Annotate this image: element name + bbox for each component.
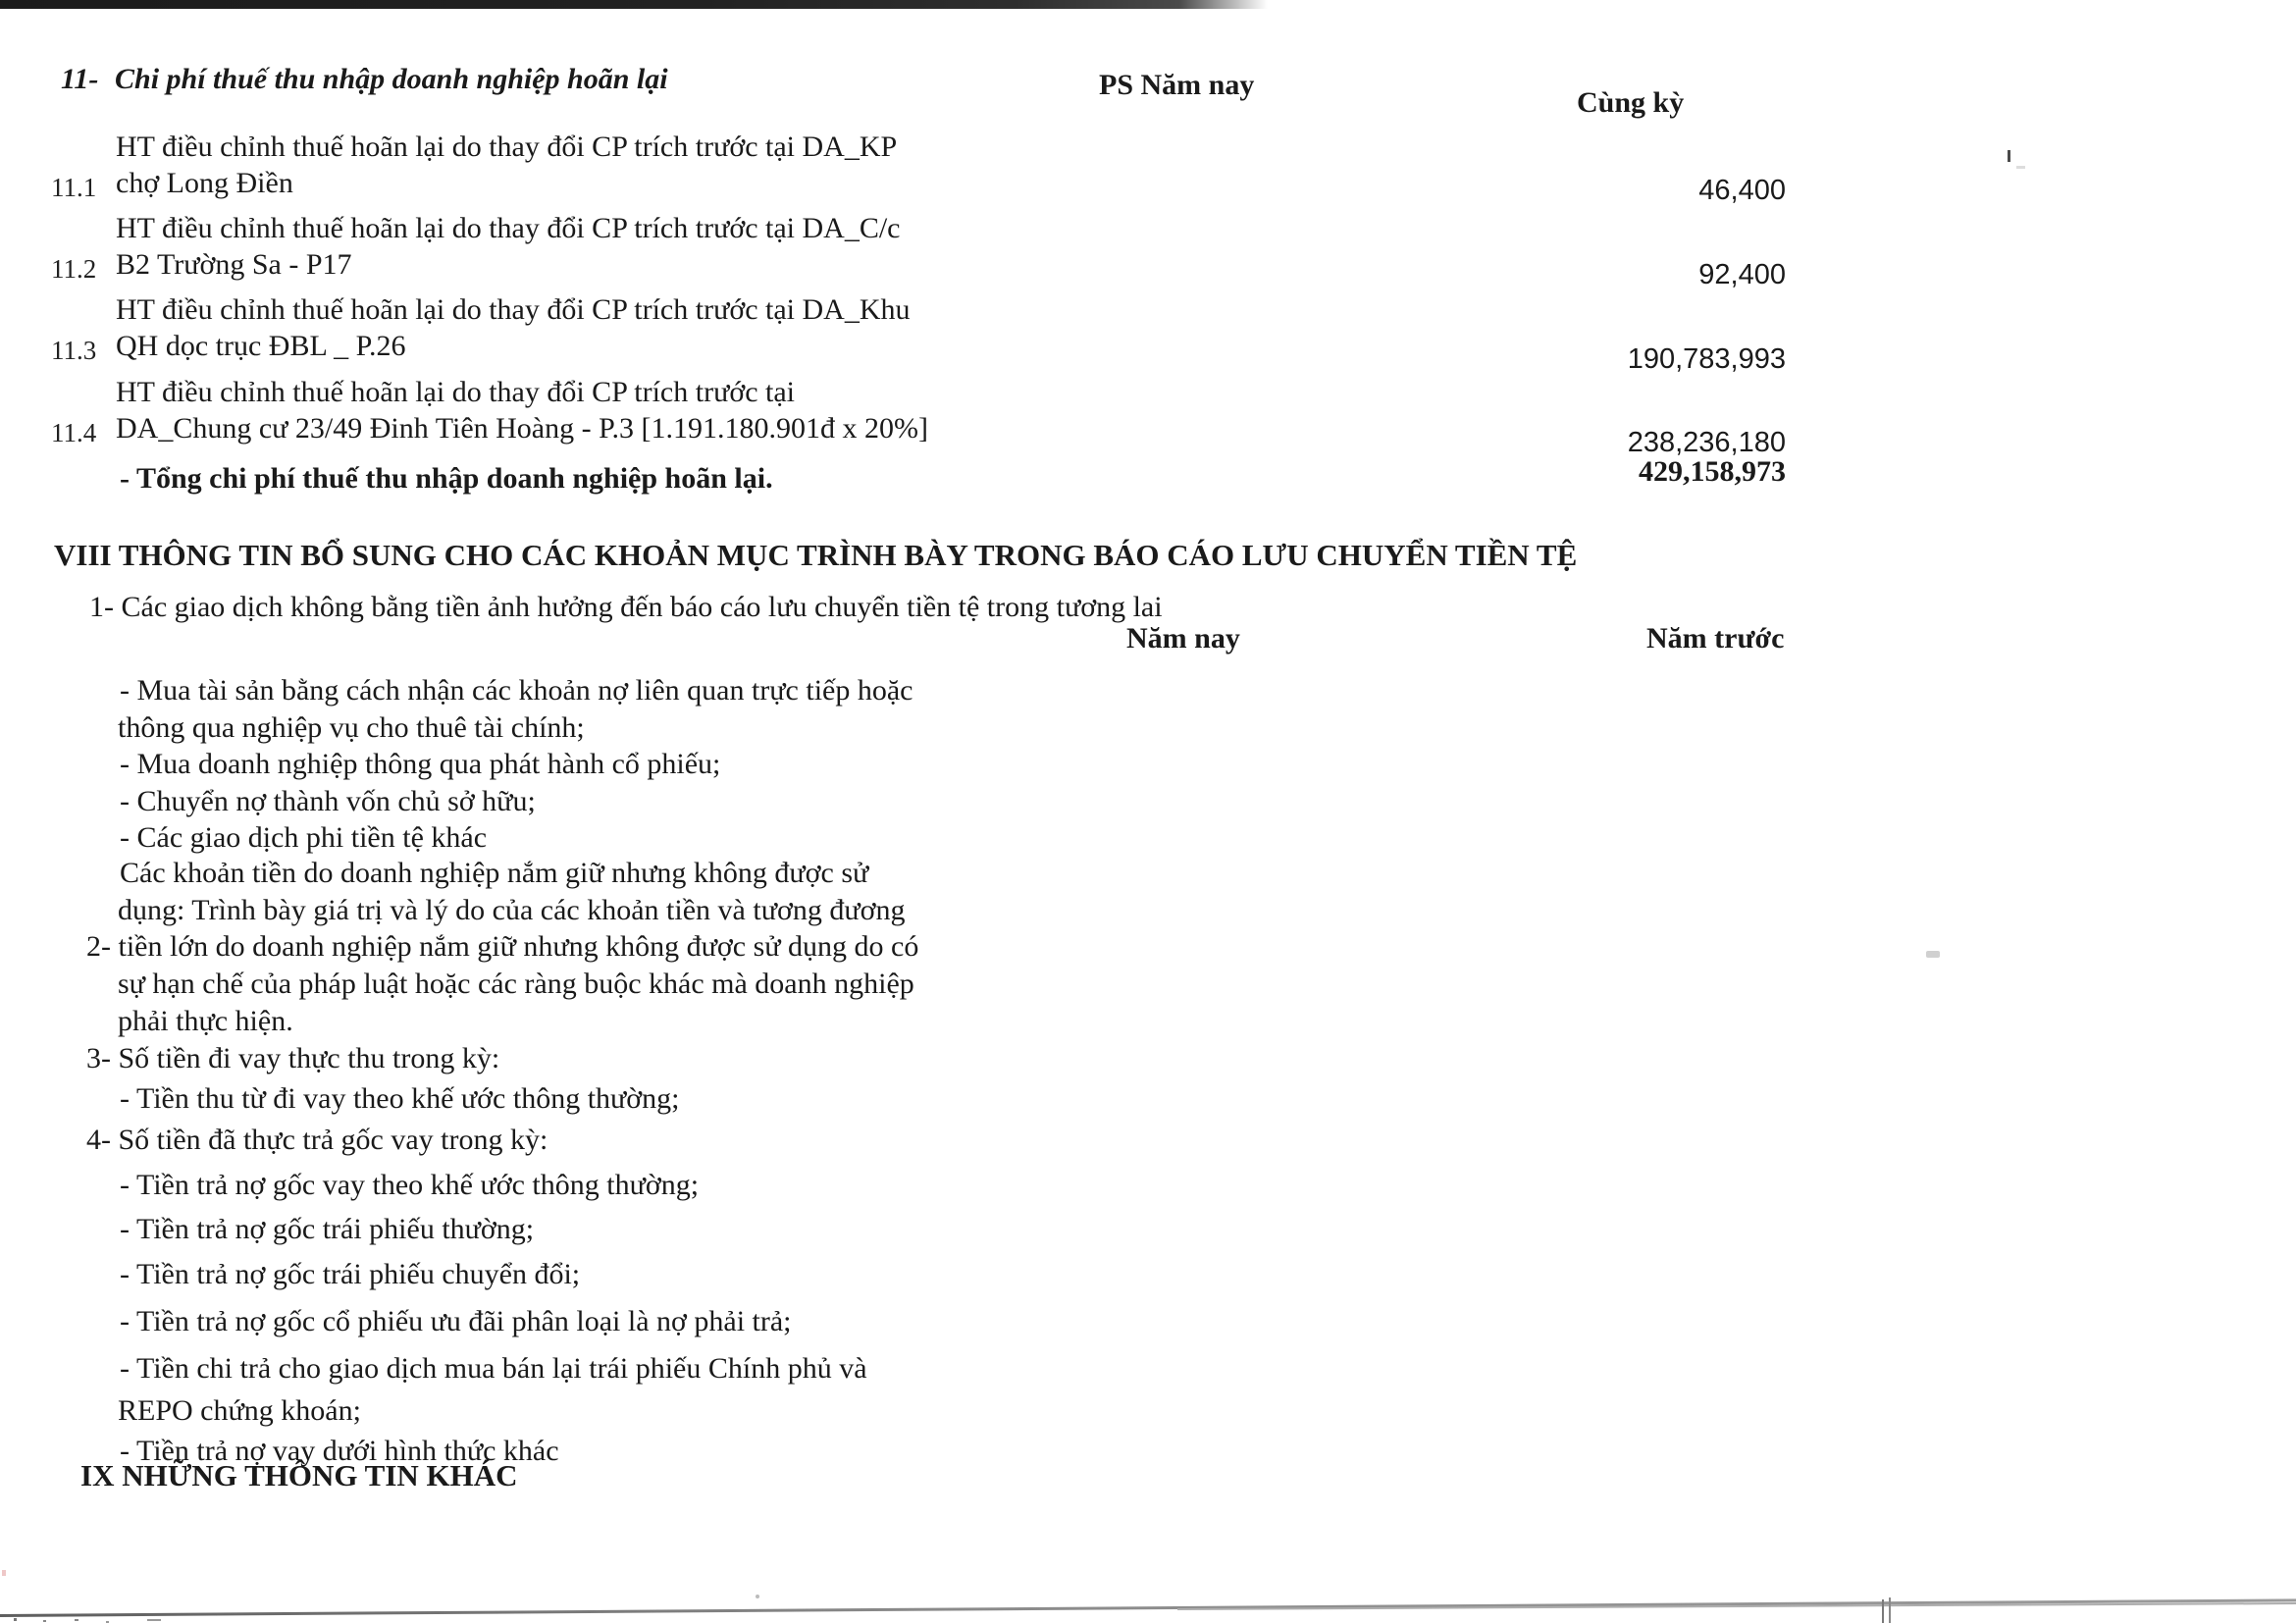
row-number: 11.1 <box>51 173 97 202</box>
list-line: - Tiền chi trả cho giao dịch mua bán lại trái phiếu Chính phủ và <box>120 1352 867 1385</box>
list-line: thông qua nghiệp vụ cho thuê tài chính; <box>118 711 585 744</box>
column-header-ps-nam-nay: PS Năm nay <box>1099 69 1255 101</box>
row-value: 92,400 <box>1698 259 1786 290</box>
row-desc-line2: QH dọc trục ĐBL _ P.26 <box>116 330 406 362</box>
list-line: 3- Số tiền đi vay thực thu trong kỳ: <box>86 1042 500 1074</box>
row-number: 11.2 <box>51 254 97 284</box>
ink-tick-faint-artifact <box>2016 166 2025 169</box>
speck-artifact <box>75 1619 78 1621</box>
row-value: 46,400 <box>1698 175 1786 206</box>
speck-artifact <box>43 1620 46 1622</box>
list-line: 4- Số tiền đã thực trả gốc vay trong kỳ: <box>86 1124 548 1156</box>
list-line: REPO chứng khoán; <box>118 1394 361 1427</box>
list-line: sự hạn chế của pháp luật hoặc các ràng buộc khác mà doanh nghiệp <box>118 968 914 1000</box>
list-line: - Các giao dịch phi tiền tệ khác <box>120 821 488 854</box>
section9-heading: IX NHỮNG THÔNG TIN KHÁC <box>80 1458 518 1492</box>
row-desc-line1: HT điều chỉnh thuế hoãn lại do thay đổi CP trích trước tại DA_C/c <box>116 212 901 244</box>
row-desc-line2: B2 Trường Sa - P17 <box>116 248 352 281</box>
column-header-cung-ky: Cùng kỳ <box>1577 86 1685 119</box>
section8-heading: VIII THÔNG TIN BỔ SUNG CHO CÁC KHOẢN MỤC TRÌNH BÀY TRONG BÁO CÁO LƯU CHUYỂN TIỀN TỆ <box>54 538 1578 572</box>
total-label: - Tổng chi phí thuế thu nhập doanh nghiệp hoãn lại. <box>120 462 773 495</box>
scan-tick-artifact <box>1889 1597 1891 1623</box>
row-desc-line2: chợ Long Điền <box>116 167 293 199</box>
row-desc-line1: HT điều chỉnh thuế hoãn lại do thay đổi CP trích trước tại DA_Khu <box>116 293 911 326</box>
ink-tick-artifact <box>2008 150 2010 162</box>
section11-number: 11- <box>61 63 99 95</box>
speck-artifact <box>2 1570 6 1576</box>
list-line: - Tiền trả nợ gốc trái phiếu thường; <box>120 1213 535 1245</box>
column-header-nam-nay: Năm nay <box>1126 622 1240 654</box>
list-line: dụng: Trình bày giá trị và lý do của các khoản tiền và tương đương <box>118 894 906 926</box>
list-line: - Chuyển nợ thành vốn chủ sở hữu; <box>120 785 536 817</box>
list-line: - Tiền trả nợ gốc vay theo khế ước thông thường; <box>120 1169 700 1201</box>
row-desc-line1: HT điều chỉnh thuế hoãn lại do thay đổi CP trích trước tại DA_KP <box>116 131 898 163</box>
list-line: phải thực hiện. <box>118 1005 293 1037</box>
list-line: - Mua doanh nghiệp thông qua phát hành cổ phiếu; <box>120 748 721 780</box>
scan-bottom-line-artifact <box>0 1598 2296 1617</box>
row-desc-line2: DA_Chung cư 23/49 Đinh Tiên Hoàng - P.3 [1.191.180.901đ x 20%] <box>116 412 928 445</box>
column-header-nam-truoc: Năm trước <box>1646 622 1785 654</box>
list-line: - Tiền trả nợ gốc trái phiếu chuyển đổi; <box>120 1258 581 1290</box>
row-number: 11.4 <box>51 418 97 447</box>
list-line: - Tiền trả nợ gốc cổ phiếu ưu đãi phân loại là nợ phải trả; <box>120 1305 792 1337</box>
section11-title: Chi phí thuế thu nhập doanh nghiệp hoãn lại <box>115 63 668 95</box>
list-line: Các khoản tiền do doanh nghiệp nắm giữ nhưng không được sử <box>120 857 869 889</box>
speck-artifact <box>147 1619 161 1621</box>
scan-tick-artifact <box>1882 1599 1884 1623</box>
section8-item1: 1- Các giao dịch không bằng tiền ảnh hưởng đến báo cáo lưu chuyển tiền tệ trong tương lai <box>89 591 1163 623</box>
scan-top-bar-artifact <box>0 0 1268 9</box>
row-value: 238,236,180 <box>1627 427 1786 458</box>
row-value: 190,783,993 <box>1627 343 1786 375</box>
row-desc-line1: HT điều chỉnh thuế hoãn lại do thay đổi CP trích trước tại <box>116 376 795 408</box>
list-line: - Tiền thu từ đi vay theo khế ước thông thường; <box>120 1082 680 1115</box>
speck-artifact <box>14 1618 17 1621</box>
list-line: - Tiền trả nợ vay dưới hình thức khác <box>120 1435 559 1467</box>
list-line: - Mua tài sản bằng cách nhận các khoản nợ liên quan trực tiếp hoặc <box>120 674 913 707</box>
row-number: 11.3 <box>51 336 97 365</box>
list-line: 2- tiền lớn do doanh nghiệp nắm giữ nhưng không được sử dụng do có <box>86 930 919 963</box>
total-value: 429,158,973 <box>1639 455 1786 488</box>
smudge-artifact <box>1926 951 1940 958</box>
speck-artifact <box>756 1595 759 1598</box>
